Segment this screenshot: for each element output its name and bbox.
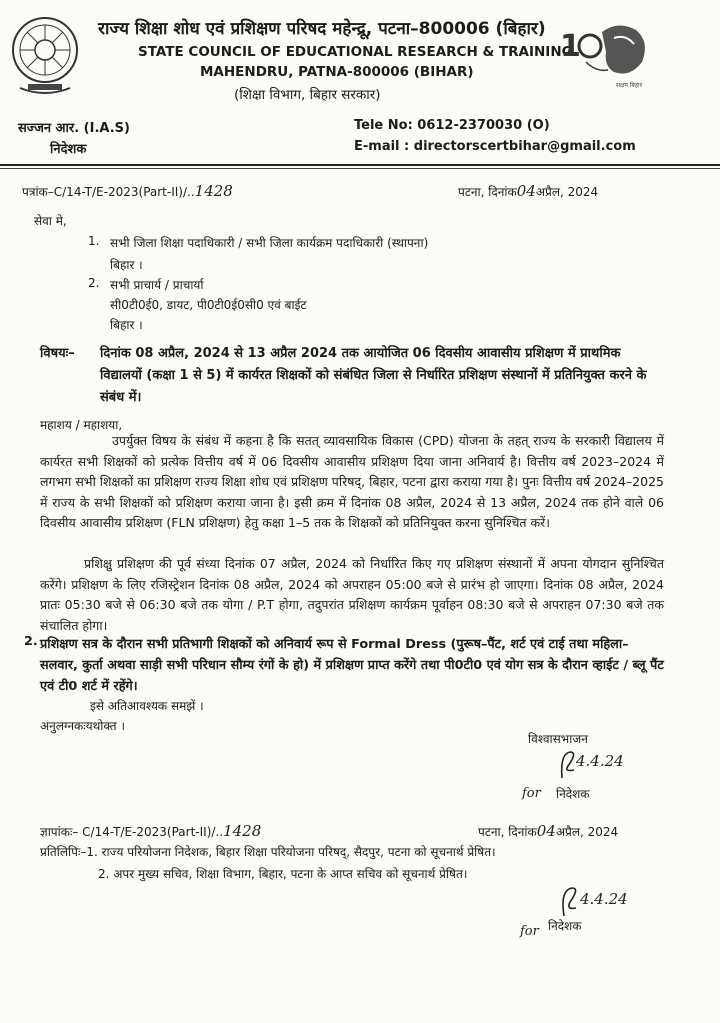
date-suffix: अप्रैल, 2024 [535,185,599,199]
copy-reference-number: 1428 [223,822,262,840]
recipient-1-number: 1. [88,234,100,248]
email-address: E-mail : directorscertbihar@gmail.com [354,139,636,154]
recipient-1-line-1: सभी जिला शिक्षा पदाधिकारी / सभी जिला कार्यक्रम पदाधिकारी (स्थापना) [110,236,429,250]
copy-signature-for: for [520,924,539,939]
closing-text: विश्वासभाजन [528,732,588,746]
recipient-1-line-2: बिहार । [110,258,143,272]
copy-signatory-designation: निदेशक [548,919,582,933]
officer-designation: निदेशक [50,142,87,157]
date-prefix: पटना, दिनांक [458,185,517,199]
header-title-hindi: राज्य शिक्षा शोध एवं प्रशिक्षण परिषद महेन्द्रू, पटना–800006 (बिहार) [98,19,546,39]
copy-date-prefix: पटना, दिनांक [478,825,537,839]
recipient-2-line-2: सी0टी0ई0, डायट, पी0टी0ई0सी0 एवं बाईट [110,298,307,312]
letter-date [458,182,598,200]
saksham-bihar-logo [556,14,656,92]
copy-signature-date: 4.4.24 [580,890,628,908]
salutation: महाशय / महाशया, [40,418,123,432]
copy-date-suffix: अप्रैल, 2024 [555,825,619,839]
header-divider-thin [0,168,720,169]
header-divider [0,164,720,166]
copy-recipient-2: 2. अपर मुख्य सचिव, शिक्षा विभाग, बिहार, पटना के आप्त सचिव को सूचनार्थ प्रेषित। [98,867,468,881]
header-title-english: STATE COUNCIL OF EDUCATIONAL RESEARCH & TRAINING [138,44,573,60]
recipient-2-number: 2. [88,276,100,290]
body-paragraph-2: प्रशिक्षु प्रशिक्षण की पूर्व संध्या दिनांक 07 अप्रैल, 2024 को निर्धारित किए गए प्रशिक्षण संस्थानों में अपना योगदान सुनिश्चित करेंगे। प्रशिक्षण के लिए रजिस्ट्रेशन दिनांक 08 अप्रैल, 2024 को अपराहन 05:00 बजे से प्रारंभ हो जाएगा। दिनांक 08 अप्रैल, 2024 प्रातः 05:30 बजे से 06:30 बजे तक योगा / P.T होगा, तदुपरांत प्रशिक्षण कार्यक्रम पूर्वाहन 08:30 बजे से अपराहन 07:30 बजे तक संचालित होगा। [40,556,664,633]
copy-reference [40,822,261,840]
signatory-designation: निदेशक [556,787,590,801]
header-address: MAHENDRU, PATNA-800006 (BIHAR) [200,64,474,80]
reference-number: 1428 [194,182,233,200]
to-label: सेवा मे, [34,214,67,228]
logo-caption: सक्षम बिहार [616,82,643,89]
date-day: 04 [516,182,536,200]
svg-text:1: 1 [560,29,581,64]
copy-recipient-1: प्रतिलिपिः–1. राज्य परियोजना निदेशक, बिहार शिक्षा परियोजना परिषद्, सैदपुर, पटना को सूचनार्थ प्रेषित। [40,845,496,859]
subject-text: दिनांक 08 अप्रैल, 2024 से 13 अप्रैल 2024 तक आयोजित 06 दिवसीय आवासीय प्रशिक्षण में प्राथमिक विद्यालयों (कक्षा 1 से 5) में कार्यरत शिक्षकों को संबंधित जिला से निर्धारित प्रशिक्षण संस्थानों में प्रतिनियुक्त करने के संबंध में। [100,346,647,405]
recipient-2-line-1: सभी प्राचार्य / प्राचार्या [110,278,204,292]
recipient-2-line-3: बिहार । [110,318,143,332]
enclosure-note: अनुलग्नकःयथोक्त । [40,719,126,733]
header-department: (शिक्षा विभाग, बिहार सरकार) [234,87,381,103]
letter-reference [22,182,233,200]
signature-for: for [522,786,541,801]
scert-seal-logo [10,14,80,102]
copy-date [478,822,618,840]
point-2-text: प्रशिक्षण सत्र के दौरान सभी प्रतिभागी शिक्षकों को अनिवार्य रूप से Formal Dress (पुरूष–पैंट, शर्ट एवं टाई तथा महिला–सलवार, कुर्ता अथवा साड़ी सभी परिधान सौम्य रंगों के हो) में प्रशिक्षण प्राप्त करेंगे तथा पी0टी0 एवं योग सत्र के दौरान व्हाईट / ब्लू पैंट एवं टी0 शर्ट में रहेंगे। [40,637,664,694]
officer-name: सज्जन आर. (I.A.S) [18,121,130,136]
tele-number: Tele No: 0612-2370030 (O) [354,118,550,133]
copy-reference-prefix: ज्ञापांकः– C/14-T/E-2023(Part-II)/.. [40,825,224,839]
reference-prefix: पत्रांक–C/14-T/E-2023(Part-II)/.. [22,185,195,199]
body-paragraph-1: उपर्युक्त विषय के संबंध में कहना है कि सतत् व्यावसायिक विकास (CPD) योजना के तहत् राज्य के सरकारी विद्यालय में कार्यरत सभी शिक्षकों को प्रत्येक वित्तीय वर्ष में 06 दिवसीय आवासीय प्रशिक्षण दिया जाना अनिवार्य है। वित्तीय वर्ष 2023–2024 में लगभग सभी शिक्षकों का प्रशिक्षण राज्य शिक्षा शोध एवं प्रशिक्षण परिषद्, बिहार, पटना द्वारा कराया गया है। पुनः वित्तीय वर्ष 2024–2025 में राज्य के सभी शिक्षकों को प्रशिक्षण कराया जाना है। इसी क्रम में दिनांक 08 अप्रैल, 2024 से 13 अप्रैल, 2024 तक होने वाले 06 दिवसीय आवासीय प्रशिक्षण (FLN प्रशिक्षण) हेतु कक्षा 1–5 तक के शिक्षकों को प्रतिनियुक्त करना सुनिश्चित करें। [40,433,664,530]
point-2-number: 2. [24,634,38,649]
signature-date: 4.4.24 [576,752,624,770]
copy-date-day: 04 [536,822,556,840]
subject-label: विषयः– [40,346,75,361]
urgent-note: इसे अतिआवश्यक समझें । [90,699,204,713]
